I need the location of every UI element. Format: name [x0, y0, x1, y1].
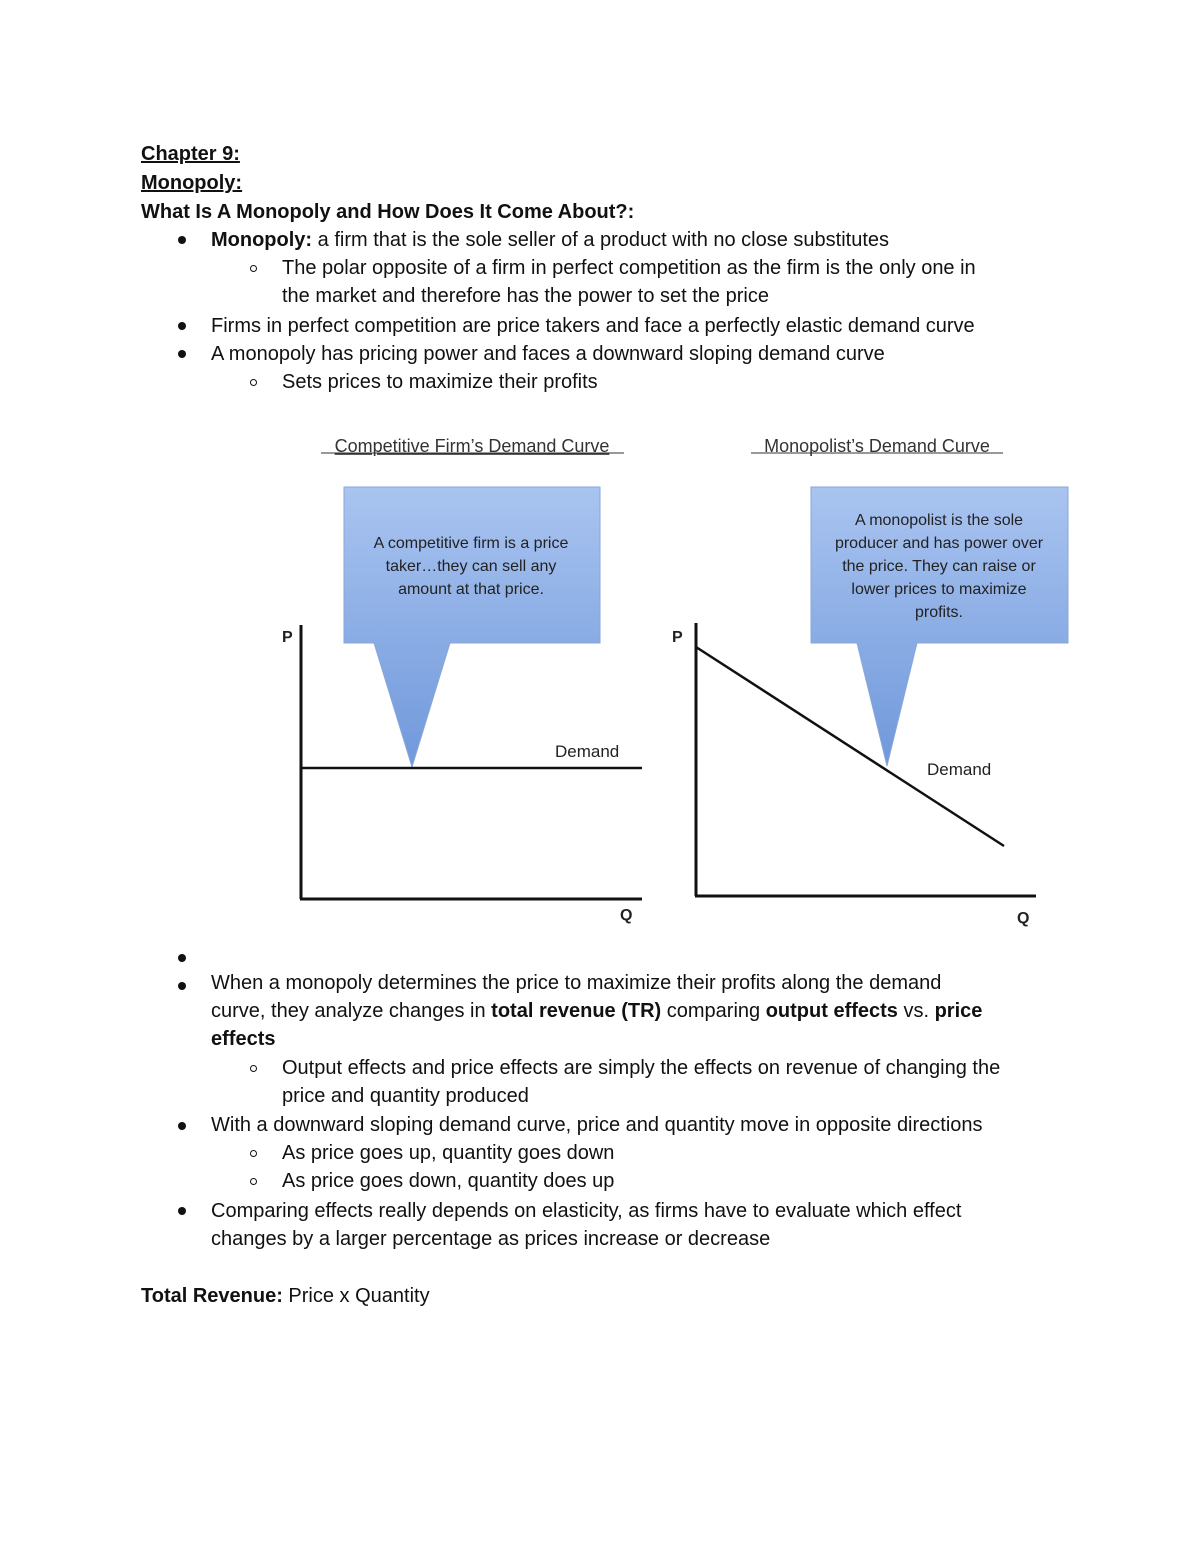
- left-x-axis-label: Q: [620, 907, 633, 924]
- right-demand-label: Demand: [927, 760, 992, 779]
- sub-bullet-polar-line2: the market and therefore has the power to set the price: [282, 285, 769, 307]
- left-demand-label: Demand: [555, 742, 620, 761]
- bullet-comparing-line2: changes by a larger percentage as prices increase or decrease: [211, 1228, 771, 1250]
- monopoly-definition: a firm that is the sole seller of a product with no close substitutes: [312, 229, 890, 251]
- bullet-when-line2: [211, 997, 982, 1025]
- sub-bullet-circle: [250, 265, 257, 272]
- sub-bullet-circle: [250, 1178, 257, 1185]
- text-run: vs.: [897, 1000, 935, 1022]
- right-callout-line1: A monopolist is the sole: [854, 512, 1024, 529]
- bullet-when-line1: When a monopoly determines the price to maximize their profits along the demand: [211, 972, 942, 994]
- bullet-perfect-competition: Firms in perfect competition are price takers and face a perfectly elastic demand curve: [211, 315, 975, 337]
- sub-bullet-circle: [250, 379, 257, 386]
- right-callout-line2: producer and has power over: [834, 535, 1044, 552]
- demand-curves-figure: [260, 420, 1080, 935]
- monopoly-term: Monopoly:: [211, 229, 313, 251]
- bullet-dot-empty: [178, 954, 186, 962]
- left-callout-line3: amount at that price.: [398, 581, 544, 598]
- right-chart-title: Monopolist’s Demand Curve: [764, 436, 990, 456]
- topic-heading: Monopoly:: [141, 172, 243, 194]
- sub-bullet-circle: [250, 1065, 257, 1072]
- term-total-revenue: total revenue (TR): [491, 1000, 662, 1022]
- bullet-comparing-line1: Comparing effects really depends on elasticity, as firms have to evaluate which effect: [211, 1200, 962, 1222]
- sub-bullet-output-line1: Output effects and price effects are simply the effects on revenue of changing the: [282, 1057, 1001, 1079]
- left-chart-title: Competitive Firm’s Demand Curve: [334, 436, 610, 456]
- bullet-dot: [178, 1207, 186, 1215]
- sub-bullet-output-line2: price and quantity produced: [282, 1085, 529, 1107]
- sub-bullet-price-up: As price goes up, quantity goes down: [282, 1142, 615, 1164]
- left-callout-line2: taker…they can sell any: [385, 558, 557, 575]
- total-revenue-label: Total Revenue:: [141, 1285, 283, 1307]
- bullet-dot: [178, 350, 186, 358]
- right-callout-line3: the price. They can raise or: [842, 558, 1036, 575]
- right-callout-line5: profits.: [914, 604, 964, 621]
- total-revenue-line: [141, 1282, 430, 1310]
- text-run: comparing: [661, 1000, 766, 1022]
- left-callout: [344, 487, 600, 767]
- bullet-dot: [178, 982, 186, 990]
- sub-bullet-circle: [250, 1150, 257, 1157]
- term-output-effects: output effects: [765, 1000, 898, 1022]
- term-effects: effects: [211, 1028, 276, 1050]
- bullet-dot: [178, 322, 186, 330]
- bullet-downward: With a downward sloping demand curve, price and quantity move in opposite directions: [211, 1114, 983, 1136]
- total-revenue-formula: Price x Quantity: [282, 1285, 430, 1307]
- bullet-pricing-power: A monopoly has pricing power and faces a downward sloping demand curve: [211, 343, 885, 365]
- right-y-axis-label: P: [672, 629, 683, 646]
- left-y-axis-label: P: [282, 629, 293, 646]
- left-callout-line1: A competitive firm is a price: [373, 535, 569, 552]
- sub-bullet-polar-line1: The polar opposite of a firm in perfect competition as the firm is the only one in: [282, 257, 976, 279]
- section-heading: What Is A Monopoly and How Does It Come About?:: [141, 201, 635, 223]
- sub-bullet-price-down: As price goes down, quantity does up: [282, 1170, 615, 1192]
- bullet-dot: [178, 1122, 186, 1130]
- right-x-axis-label: Q: [1017, 910, 1030, 927]
- bullet-monopoly: [211, 226, 889, 254]
- bullet-dot: [178, 236, 186, 244]
- term-price: price: [934, 1000, 983, 1022]
- right-demand-line: [696, 647, 1004, 846]
- right-callout-line4: lower prices to maximize: [851, 581, 1027, 598]
- chapter-heading: Chapter 9:: [141, 143, 240, 165]
- sub-bullet-sets-prices: Sets prices to maximize their profits: [282, 371, 598, 393]
- text-run: curve, they analyze changes in: [211, 1000, 492, 1022]
